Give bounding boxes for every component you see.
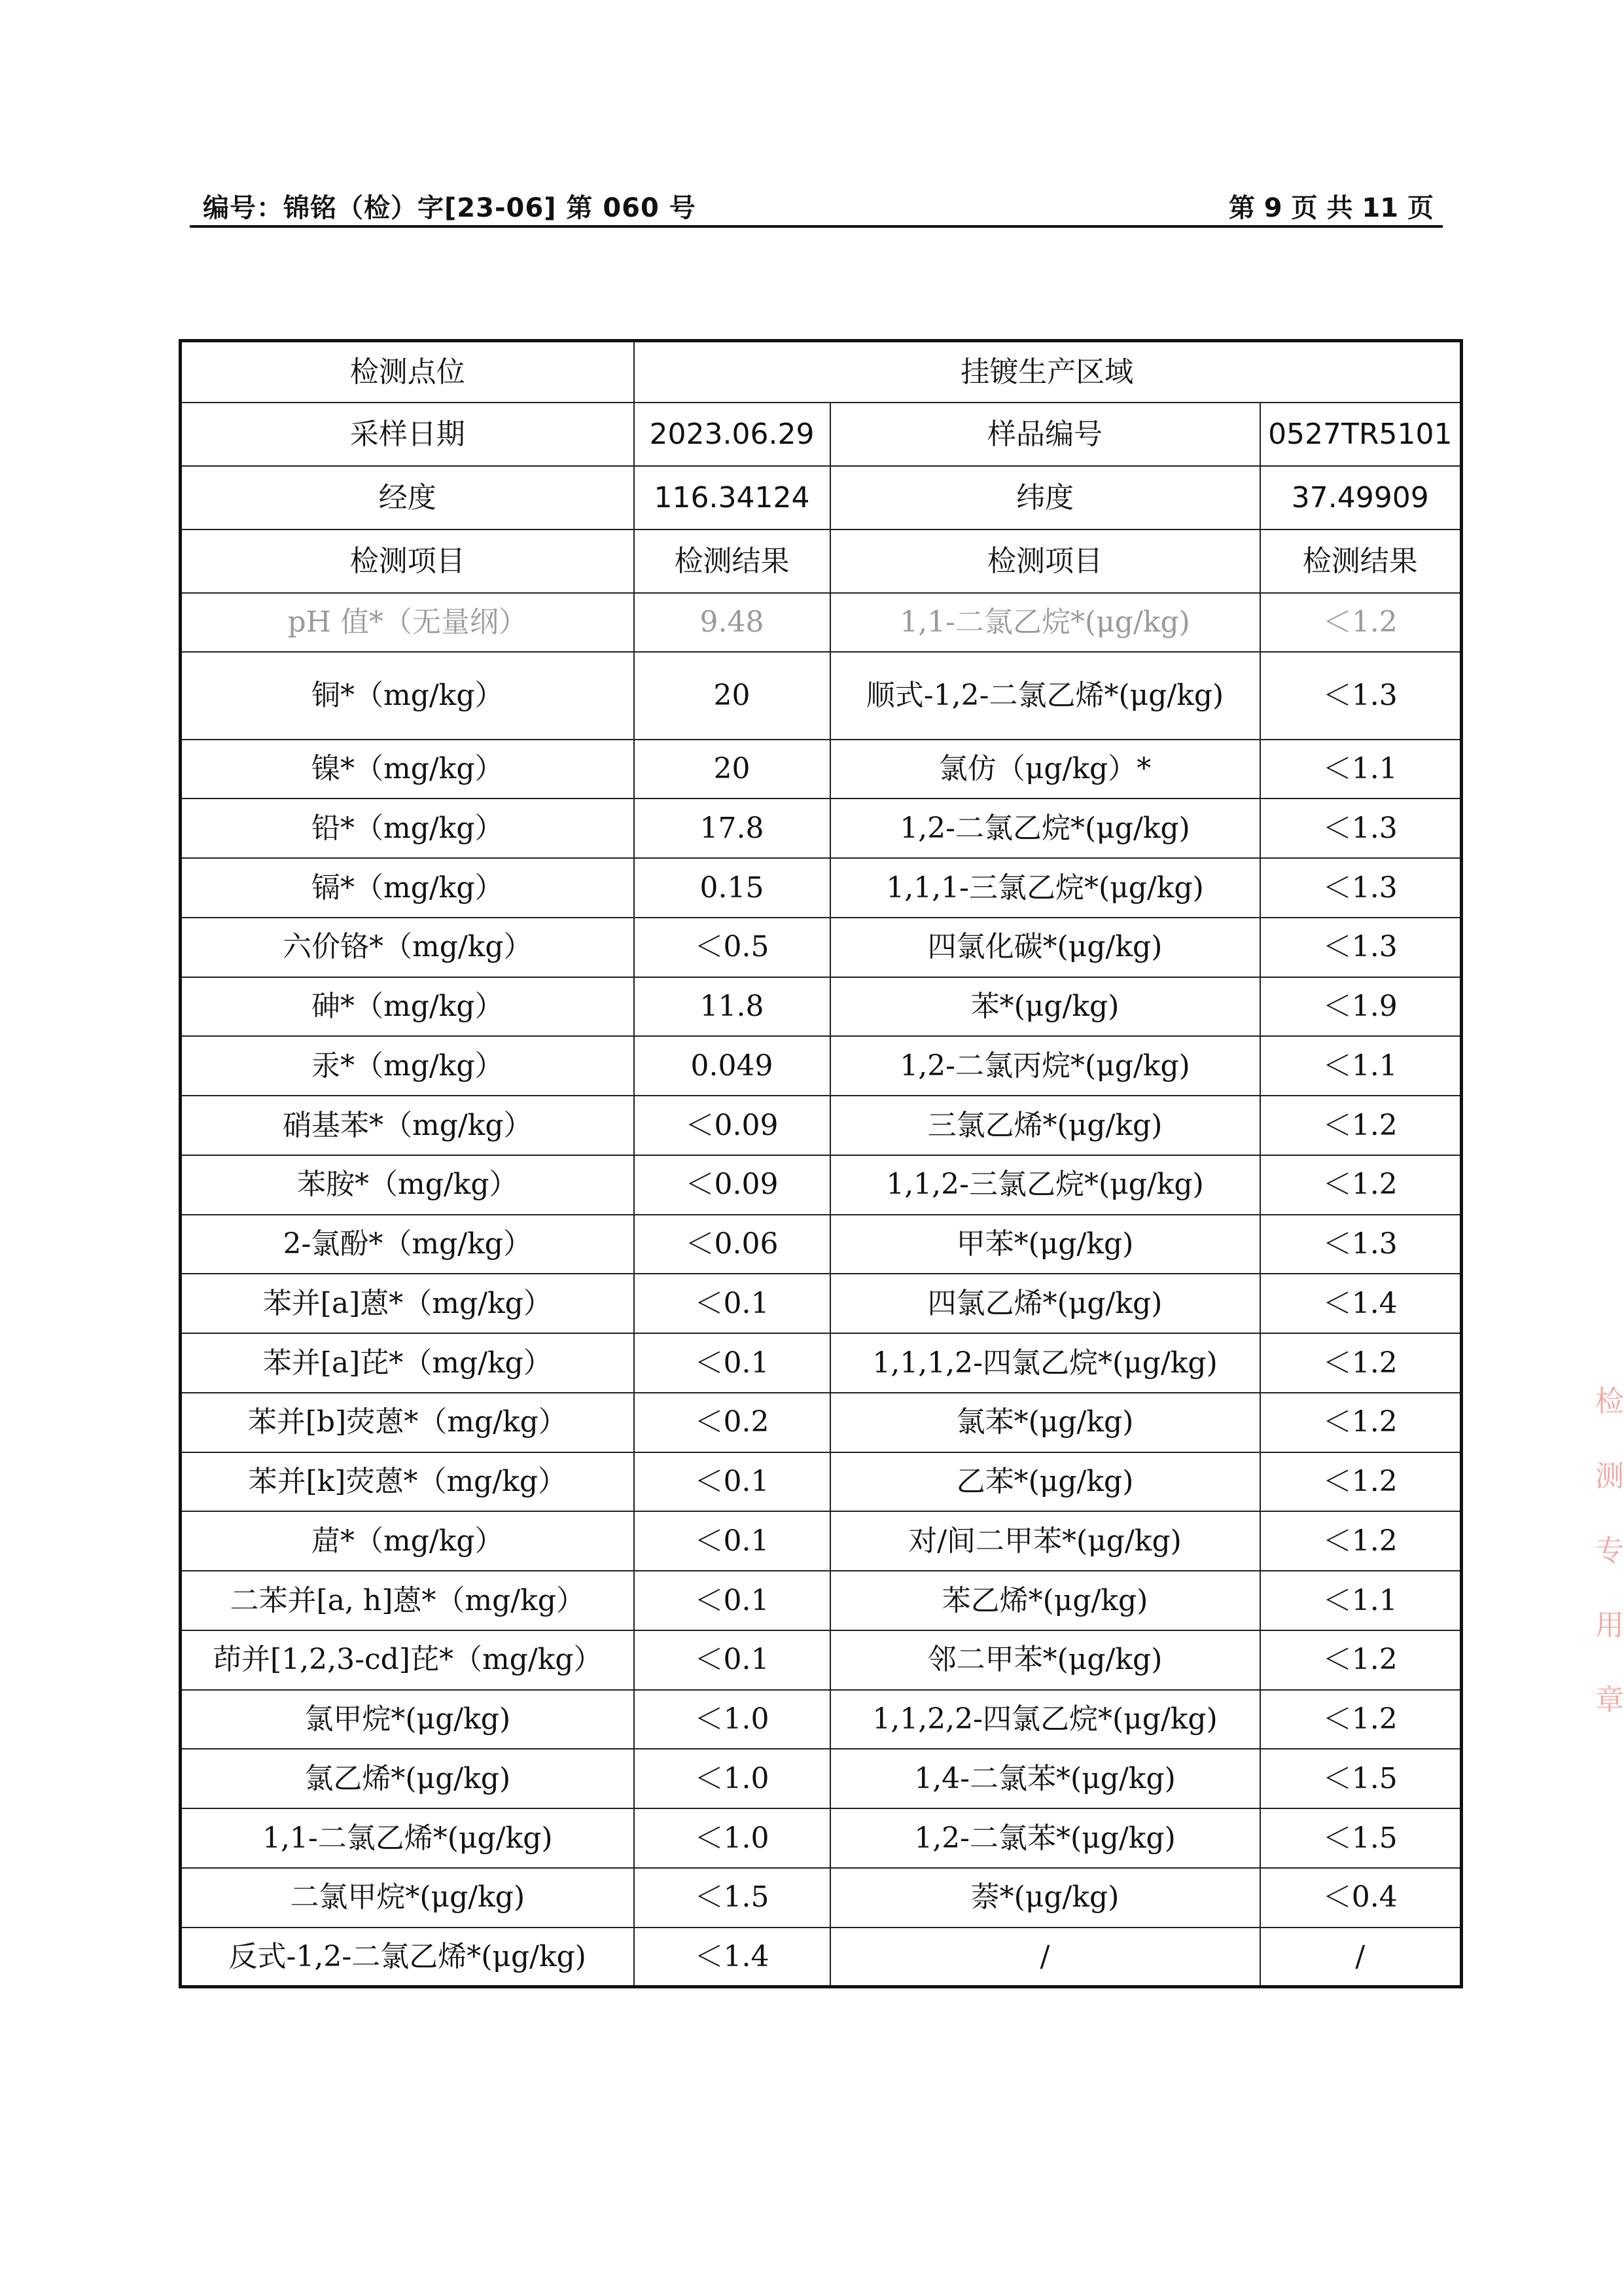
table-row (181, 1096, 1462, 1155)
test-item-cell: 顺式-1,2-二氯乙烯*(μg/kg) (830, 652, 1260, 739)
test-result-cell: ＜1.2 (1260, 1452, 1462, 1512)
stamp-char: 检 (1595, 1385, 1624, 1418)
test-item-cell: 镉*（mg/kg） (181, 858, 634, 918)
stamp-char: 专 (1595, 1534, 1624, 1568)
table-row (181, 1511, 1462, 1571)
test-item-cell: 苯并[b]荧蒽*（mg/kg） (181, 1393, 634, 1452)
table-row (181, 1630, 1462, 1690)
sample-value: 0527TR5101 (1260, 403, 1462, 466)
site-row (181, 341, 1462, 403)
test-item-cell: 四氯乙烯*(μg/kg) (830, 1274, 1260, 1333)
table-row (181, 1333, 1462, 1393)
test-result-cell: ＜0.09 (634, 1155, 830, 1215)
test-result-cell: ＜0.4 (1260, 1868, 1462, 1928)
test-item-cell: 䓛*（mg/kg） (181, 1511, 634, 1571)
table-row (181, 1571, 1462, 1630)
test-item-cell: 氯苯*(μg/kg) (830, 1393, 1260, 1452)
test-item-cell: 1,1,1,2-四氯乙烷*(μg/kg) (830, 1333, 1260, 1393)
table-row (181, 740, 1462, 799)
table-row (181, 1274, 1462, 1333)
test-result-cell: ＜1.3 (1260, 918, 1462, 977)
table-row (181, 1036, 1462, 1096)
table-row (181, 652, 1462, 739)
test-result-cell: 20 (634, 652, 830, 739)
test-item-cell: 铅*（mg/kg） (181, 798, 634, 858)
test-result-cell: ＜1.3 (1260, 1215, 1462, 1274)
table-row (181, 977, 1462, 1037)
test-result-cell: ＜1.1 (1260, 1036, 1462, 1096)
test-result-cell: ＜1.5 (634, 1868, 830, 1928)
test-result-cell: ＜1.5 (1260, 1808, 1462, 1868)
test-result-cell: ＜1.4 (1260, 1274, 1462, 1333)
table-row (181, 1393, 1462, 1452)
table-row (181, 858, 1462, 918)
test-item-cell: 六价铬*（mg/kg） (181, 918, 634, 977)
test-result-cell: 0.049 (634, 1036, 830, 1096)
test-result-cell: ＜1.3 (1260, 858, 1462, 918)
table-row (181, 1452, 1462, 1512)
test-result-cell: ＜1.4 (634, 1928, 830, 1987)
column-header-result: 检测结果 (634, 529, 830, 593)
header-divider (190, 225, 1443, 228)
date-value: 2023.06.29 (634, 403, 830, 466)
test-result-cell: 17.8 (634, 798, 830, 858)
results-table (179, 339, 1463, 1988)
coord-row (181, 466, 1462, 529)
page-info: 第 9 页 共 11 页 (1228, 193, 1434, 223)
test-item-cell: 甲苯*(μg/kg) (830, 1215, 1260, 1274)
test-result-cell: ＜1.1 (1260, 740, 1462, 799)
test-item-cell: 二苯并[a, h]蒽*（mg/kg） (181, 1571, 634, 1630)
test-result-cell: 9.48 (634, 593, 830, 653)
column-header-row (181, 529, 1462, 593)
lat-label: 纬度 (830, 466, 1260, 529)
test-item-cell: 铜*（mg/kg） (181, 652, 634, 739)
test-item-cell: 氯甲烷*(μg/kg) (181, 1690, 634, 1749)
test-item-cell: 苯并[a]芘*（mg/kg） (181, 1333, 634, 1393)
table-row (181, 1690, 1462, 1749)
column-header-result: 检测结果 (1260, 529, 1462, 593)
test-item-cell: 萘*(μg/kg) (830, 1868, 1260, 1928)
test-item-cell: 1,1,2,2-四氯乙烷*(μg/kg) (830, 1690, 1260, 1749)
test-item-cell: 三氯乙烯*(μg/kg) (830, 1096, 1260, 1155)
test-result-cell: ＜1.0 (634, 1690, 830, 1749)
lat-value: 37.49909 (1260, 466, 1462, 529)
date-label: 采样日期 (181, 403, 634, 466)
test-item-cell: 1,1-二氯乙烷*(μg/kg) (830, 593, 1260, 653)
test-result-cell: ＜0.2 (634, 1393, 830, 1452)
test-item-cell: 邻二甲苯*(μg/kg) (830, 1630, 1260, 1690)
table-row (181, 1808, 1462, 1868)
table-row (181, 593, 1462, 653)
test-result-cell: ＜1.0 (634, 1749, 830, 1808)
test-result-cell: ＜1.3 (1260, 798, 1462, 858)
test-item-cell: 氯乙烯*(μg/kg) (181, 1749, 634, 1808)
test-item-cell: 苯胺*（mg/kg） (181, 1155, 634, 1215)
test-result-cell: ＜1.9 (1260, 977, 1462, 1037)
test-item-cell: 1,1,1-三氯乙烷*(μg/kg) (830, 858, 1260, 918)
test-item-cell: 1,1,2-三氯乙烷*(μg/kg) (830, 1155, 1260, 1215)
test-result-cell: ＜1.2 (1260, 1096, 1462, 1155)
site-label: 检测点位 (181, 341, 634, 403)
test-result-cell: ＜1.2 (1260, 593, 1462, 653)
test-result-cell: ＜1.2 (1260, 1155, 1462, 1215)
test-item-cell: 1,1-二氯乙烯*(μg/kg) (181, 1808, 634, 1868)
test-item-cell: 1,2-二氯苯*(μg/kg) (830, 1808, 1260, 1868)
test-item-cell: 四氯化碳*(μg/kg) (830, 918, 1260, 977)
site-value: 挂镀生产区域 (634, 341, 1462, 403)
stamp-char: 测 (1595, 1460, 1624, 1493)
test-item-cell: / (830, 1928, 1260, 1987)
test-result-cell: ＜0.1 (634, 1511, 830, 1571)
test-result-cell: 20 (634, 740, 830, 799)
test-item-cell: pH 值*（无量纲） (181, 593, 634, 653)
test-result-cell: ＜0.06 (634, 1215, 830, 1274)
test-result-cell: ＜1.2 (1260, 1333, 1462, 1393)
column-header-item: 检测项目 (830, 529, 1260, 593)
test-result-cell: ＜1.0 (634, 1808, 830, 1868)
test-item-cell: 二氯甲烷*(μg/kg) (181, 1868, 634, 1928)
test-result-cell: ＜0.1 (634, 1630, 830, 1690)
table-row (181, 1928, 1462, 1987)
test-result-cell: ＜0.5 (634, 918, 830, 977)
test-result-cell: ＜1.2 (1260, 1393, 1462, 1452)
test-item-cell: 硝基苯*（mg/kg） (181, 1096, 634, 1155)
test-result-cell: ＜1.2 (1260, 1511, 1462, 1571)
test-item-cell: 2-氯酚*（mg/kg） (181, 1215, 634, 1274)
test-item-cell: 1,2-二氯丙烷*(μg/kg) (830, 1036, 1260, 1096)
sample-label: 样品编号 (830, 403, 1260, 466)
test-result-cell: ＜1.2 (1260, 1630, 1462, 1690)
test-item-cell: 砷*（mg/kg） (181, 977, 634, 1037)
table-row (181, 798, 1462, 858)
test-item-cell: 对/间二甲苯*(μg/kg) (830, 1511, 1260, 1571)
test-item-cell: 汞*（mg/kg） (181, 1036, 634, 1096)
test-result-cell: ＜1.5 (1260, 1749, 1462, 1808)
test-item-cell: 苯并[a]蒽*（mg/kg） (181, 1274, 634, 1333)
test-item-cell: 苯乙烯*(μg/kg) (830, 1571, 1260, 1630)
report-number: 编号：锦铭（检）字[23-06] 第 060 号 (203, 193, 696, 223)
test-result-cell: / (1260, 1928, 1462, 1987)
table-row (181, 1215, 1462, 1274)
table-row (181, 1868, 1462, 1928)
test-item-cell: 苯并[k]荧蒽*（mg/kg） (181, 1452, 634, 1512)
test-item-cell: 1,2-二氯乙烷*(μg/kg) (830, 798, 1260, 858)
test-result-cell: ＜0.1 (634, 1333, 830, 1393)
test-result-cell: ＜0.09 (634, 1096, 830, 1155)
test-result-cell: 0.15 (634, 858, 830, 918)
table-row (181, 918, 1462, 977)
test-result-cell: ＜0.1 (634, 1571, 830, 1630)
test-result-cell: ＜0.1 (634, 1452, 830, 1512)
test-item-cell: 1,4-二氯苯*(μg/kg) (830, 1749, 1260, 1808)
table-row (181, 1749, 1462, 1808)
test-result-cell: ＜1.2 (1260, 1690, 1462, 1749)
table-row (181, 1155, 1462, 1215)
test-item-cell: 苯*(μg/kg) (830, 977, 1260, 1037)
test-result-cell: ＜0.1 (634, 1274, 830, 1333)
column-header-item: 检测项目 (181, 529, 634, 593)
stamp-char: 章 (1595, 1683, 1624, 1717)
test-item-cell: 反式-1,2-二氯乙烯*(μg/kg) (181, 1928, 634, 1987)
test-item-cell: 茚并[1,2,3-cd]芘*（mg/kg） (181, 1630, 634, 1690)
test-item-cell: 氯仿（μg/kg）* (830, 740, 1260, 799)
test-result-cell: 11.8 (634, 977, 830, 1037)
date-row (181, 403, 1462, 466)
test-item-cell: 乙苯*(μg/kg) (830, 1452, 1260, 1512)
test-result-cell: ＜1.3 (1260, 652, 1462, 739)
seal-stamp-fragment (1595, 1378, 1624, 1717)
test-item-cell: 镍*（mg/kg） (181, 740, 634, 799)
lon-label: 经度 (181, 466, 634, 529)
test-result-cell: ＜1.1 (1260, 1571, 1462, 1630)
stamp-char: 用 (1595, 1609, 1624, 1642)
lon-value: 116.34124 (634, 466, 830, 529)
